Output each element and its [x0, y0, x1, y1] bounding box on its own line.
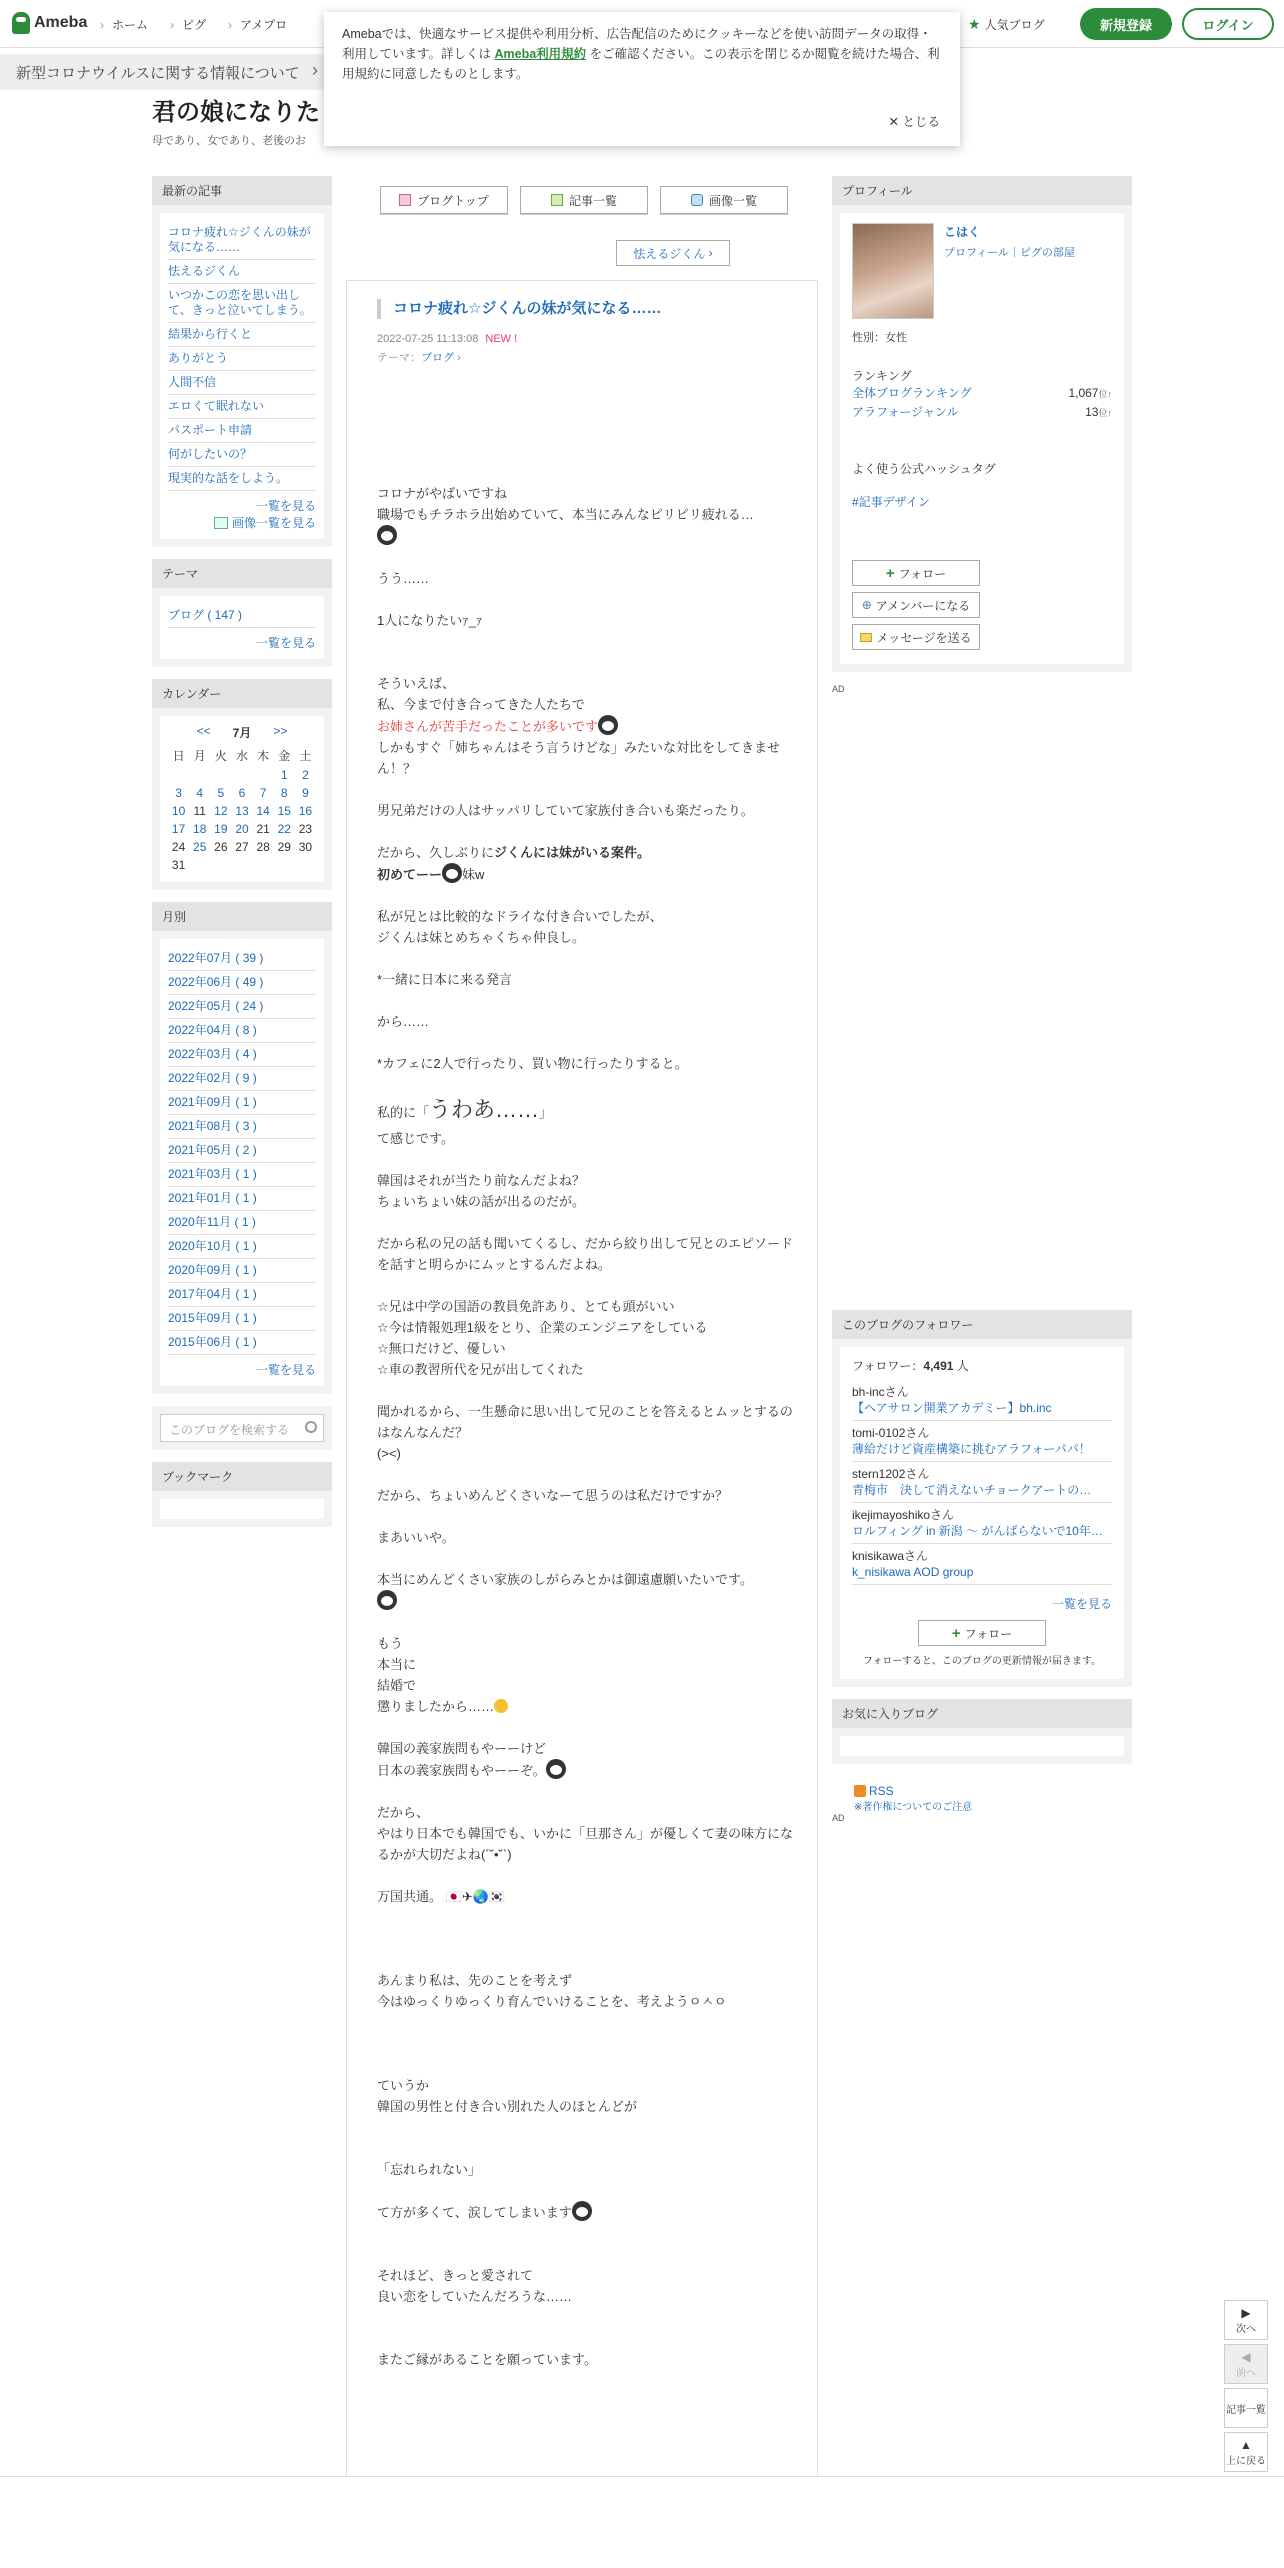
calendar-day[interactable]: 4 — [196, 786, 204, 800]
amember-label: アメンバーになる — [875, 598, 971, 613]
theme-nav-button[interactable] — [616, 240, 730, 266]
ameba-logo-icon — [12, 12, 30, 34]
profile-links[interactable]: プロフィール｜ピグの部屋 — [944, 247, 1075, 259]
recent-posts-box — [152, 176, 332, 547]
weekday-label: 水 — [235, 749, 248, 763]
popular-label: 人気ブログ — [984, 18, 1045, 32]
monthly-archive-link[interactable]: 2022年06月 ( 49 ) — [168, 975, 264, 989]
recent-post-item — [168, 467, 316, 491]
prev-label: 前へ — [1236, 2367, 1256, 2379]
entry-list-label: 記事一覧 — [568, 193, 617, 208]
recent-post-item — [168, 323, 316, 347]
body-line — [377, 525, 797, 547]
calendar-prev[interactable]: << — [196, 724, 211, 738]
bookmark-box — [152, 1462, 332, 1527]
calendar-day[interactable]: 7 — [259, 786, 267, 800]
recent-post-item — [168, 443, 316, 467]
monthly-archive-link[interactable]: 2022年02月 ( 9 ) — [168, 1071, 257, 1085]
calendar-box — [152, 679, 332, 890]
recent-post-item — [168, 284, 316, 323]
monthly-archive-item — [168, 1259, 316, 1283]
recent-post-item — [168, 347, 316, 371]
face-emoji-icon — [546, 1759, 566, 1779]
nav-pigg[interactable]: › ピグ — [170, 16, 206, 33]
calendar-day[interactable]: 2 — [302, 768, 309, 782]
hashtag-heading: よく使う公式ハッシュタグ — [852, 462, 996, 476]
signup-button[interactable]: 新規登録 — [1080, 8, 1172, 40]
monthly-archive-item — [168, 1331, 316, 1355]
right-sidebar — [832, 176, 1132, 694]
floating-nav — [1224, 2300, 1268, 2476]
recent-post-link[interactable]: パスポート申請 — [168, 423, 253, 437]
ameba-logo[interactable] — [12, 12, 87, 34]
body-line: 懲りましたから…… — [377, 1696, 797, 1717]
entry-list-float-button[interactable] — [1224, 2388, 1268, 2428]
body-line: *一緒に日本に来る発言 — [377, 972, 513, 987]
nav-amepro[interactable]: › アメプロ — [228, 16, 287, 33]
monthly-heading: 月別 — [152, 902, 332, 931]
monthly-archive-item — [168, 971, 316, 995]
crying-emoji-icon — [494, 1699, 508, 1713]
copyright-note-link[interactable]: ※著作権についてのご注意 — [854, 1802, 973, 1813]
body-line: やはり日本でも韓国でも、いかに「旦那さん」が優しくて妻の味方になるかが大切だよね(´˘•˘`) — [377, 1826, 794, 1862]
follower-blog-link[interactable]: ロルフィング in 新潟 ～ がんばらないで10年… — [852, 1524, 1103, 1538]
theme-link[interactable]: ブログ — [421, 352, 454, 364]
calendar-day: 21 — [256, 822, 270, 836]
monthly-archive-item — [168, 1235, 316, 1259]
recent-post-link[interactable]: 怯えるジくん — [168, 264, 241, 278]
recent-post-item — [168, 419, 316, 443]
bookmark-heading: ブックマーク — [152, 1462, 332, 1491]
blog-top-button[interactable] — [380, 186, 508, 214]
search-placeholder: このブログを検索する — [169, 1423, 290, 1437]
ad-label: AD — [832, 684, 845, 694]
message-label: メッセージを送る — [876, 630, 972, 645]
body-line: 聞かれるから、一生懸命に思い出して兄のことを答えるとムッとするのはなんなんだ？ — [377, 1404, 793, 1440]
arrow-up-icon: ▲ — [1240, 2437, 1252, 2452]
recent-post-link[interactable]: 結果から行くと — [168, 327, 253, 341]
theme-item-blog[interactable]: ブログ ( 147 ) — [168, 608, 243, 622]
follow-label: フォロー — [964, 1626, 1013, 1641]
followers-list — [852, 1380, 1112, 1585]
body-line: ☆無口だけど、優しい — [377, 1341, 506, 1356]
rank-up-icon: ↑ — [1107, 389, 1112, 399]
footer-divider — [0, 2476, 1284, 2477]
follower-user[interactable]: bh-incさん — [852, 1385, 909, 1399]
body-line: コロナがやばいですね — [377, 486, 508, 501]
monthly-archive-link[interactable]: 2021年03月 ( 1 ) — [168, 1167, 257, 1181]
recent-posts-heading: 最新の記事 — [152, 176, 332, 205]
monthly-archive-item — [168, 1163, 316, 1187]
body-line: それほど、きっと愛されて — [377, 2268, 534, 2283]
monthly-archive-link[interactable]: 2022年03月 ( 4 ) — [168, 1047, 257, 1061]
blog-description: 母であり、女であり、老後のお — [152, 135, 306, 147]
calendar-month: 7月 — [232, 726, 252, 740]
plus-icon: + — [885, 564, 895, 582]
article-title[interactable]: コロナ疲れ☆ジくんの妹が気になる…… — [377, 299, 817, 319]
follower-user[interactable]: tomi-0102さん — [852, 1426, 930, 1440]
calendar-day[interactable]: 8 — [280, 786, 288, 800]
login-button[interactable]: ログイン — [1182, 8, 1274, 40]
theme-heading: テーマ — [152, 559, 332, 588]
header-nav — [100, 16, 287, 33]
amember-button[interactable] — [852, 592, 980, 618]
calendar-day: 24 — [171, 840, 186, 854]
weekday-label: 土 — [299, 749, 312, 763]
calendar-day[interactable]: 13 — [235, 804, 249, 818]
body-line: から…… — [377, 1014, 430, 1029]
monthly-more-link[interactable]: 一覧を見る — [255, 1363, 316, 1377]
profile-avatar[interactable] — [852, 223, 934, 319]
body-line: 職場でもチラホラ出始めていて、本当にみんなピリピリ疲れる… — [377, 507, 754, 522]
monthly-archive-item — [168, 1307, 316, 1331]
rss-link[interactable] — [854, 1784, 1132, 1798]
hashtag-link[interactable]: #記事デザイン — [852, 495, 930, 509]
blog-top-buttons — [380, 186, 788, 214]
blog-top-label: ブログトップ — [417, 193, 489, 208]
article-theme: テーマ：ブログ › — [377, 352, 461, 364]
monthly-archive-item — [168, 1067, 316, 1091]
search-icon[interactable] — [305, 1421, 317, 1433]
body-line: うう…… — [377, 571, 430, 586]
follower-blog-link[interactable]: 【ヘアサロン開業アカデミー】bh.inc — [852, 1401, 1052, 1415]
monthly-archive-link[interactable]: 2022年07月 ( 39 ) — [168, 951, 264, 965]
image-list-button[interactable] — [660, 186, 788, 214]
popular-blogs-link[interactable] — [968, 16, 1045, 33]
calendar-day: 30 — [298, 840, 313, 854]
cookie-close-button[interactable] — [889, 112, 940, 132]
profile-heading: プロフィール — [832, 176, 1132, 205]
follow-note: フォローすると、このブログの更新情報が届きます。 — [862, 1656, 1102, 1667]
follower-item — [852, 1503, 1112, 1544]
body-line: 私、今まで付き合ってきた人たちで — [377, 697, 585, 712]
close-icon: ✕ — [888, 115, 903, 129]
body-line: だから、久しぶりにジくんには妹がいる案件。 — [377, 845, 651, 860]
monthly-archive-link[interactable]: 2020年11月 ( 1 ) — [168, 1215, 256, 1229]
cookie-text-after: をご確認ください。この表示を閉じるか閲覧を続けた場合、利用規約に同意したものとします。 — [342, 47, 940, 81]
ranking-heading: ランキング — [852, 369, 912, 383]
top-label: 上に戻る — [1226, 2455, 1266, 2467]
ranking-genre-value: 13 — [1085, 405, 1099, 419]
followers-count: フォロワー：4,491 人 — [852, 1359, 969, 1373]
body-line: ☆車の教習所代を兄が出してくれた — [377, 1362, 584, 1377]
recent-post-link[interactable]: 現実的な話をしよう。 — [168, 471, 289, 485]
blog-title[interactable]: 君の娘になりた — [152, 98, 320, 126]
body-line: ジくんは妹とめちゃくちゃ仲良し。 — [377, 930, 586, 945]
calendar-day: 23 — [298, 822, 313, 836]
image-list-label: 画像一覧 — [708, 193, 757, 208]
chevron-right-icon: › — [708, 246, 713, 260]
red-text: お姉さんが苦手だったことが多いです — [377, 719, 599, 734]
face-emoji-icon — [442, 863, 462, 883]
ranking-genre-link[interactable]: アラフォージャンル — [852, 405, 959, 419]
calendar-day[interactable]: 15 — [277, 804, 291, 818]
follower-item — [852, 1544, 1112, 1585]
body-line: だから、 — [377, 1805, 430, 1820]
recent-post-link[interactable]: ありがとう — [168, 351, 229, 365]
calendar-heading: カレンダー — [152, 679, 332, 708]
terms-link[interactable]: Ameba利用規約 — [494, 47, 587, 61]
rank-up-icon: ↑ — [1107, 408, 1112, 418]
face-emoji-icon — [572, 2201, 592, 2221]
face-emoji-icon — [377, 525, 397, 545]
body-line: だから私の兄の話も聞いてくるし、だから絞り出して兄とのエピソードを話すと明らかにムッとするんだよね。 — [377, 1236, 794, 1272]
rss-icon — [854, 1785, 866, 1797]
entry-list-button[interactable] — [520, 186, 648, 214]
image-list-link[interactable]: 画像一覧を見る — [231, 516, 316, 530]
covid-info-banner[interactable]: 新型コロナウイルスに関する情報について › — [0, 54, 330, 90]
rank-unit: 位 — [1098, 408, 1108, 418]
calendar-day[interactable]: 1 — [280, 768, 288, 782]
calendar-day[interactable]: 16 — [298, 804, 313, 818]
nav-home[interactable]: › ホーム — [100, 16, 148, 33]
body-line: 韓国はそれが当たり前なんだよね？ — [377, 1173, 586, 1188]
follow-label: フォロー — [898, 566, 947, 581]
calendar-day: 28 — [256, 840, 270, 854]
calendar-day[interactable]: 17 — [171, 822, 186, 836]
calendar-day[interactable]: 19 — [214, 822, 228, 836]
body-line: ていうか — [377, 2078, 430, 2093]
body-line: ☆今は情報処理1級をとり、企業のエンジニアをしている — [377, 1320, 708, 1335]
weekday-label: 木 — [257, 749, 270, 763]
body-line: 日本の義家族問もやーーぞ。 — [377, 1759, 797, 1781]
body-line: またご縁があることを願っています。 — [377, 2352, 597, 2367]
ad-label-2: AD — [832, 1813, 845, 1823]
ranking-overall-link[interactable]: 全体ブログランキング — [852, 386, 972, 400]
body-line: 本当にめんどくさい家族のしがらみとかは御遠慮願いたいです。 — [377, 1572, 753, 1587]
calendar-day[interactable]: 18 — [193, 822, 207, 836]
theme-nav-label: 怯えるジくん — [633, 246, 706, 261]
calendar-day[interactable]: 5 — [217, 786, 225, 800]
body-line: まあいいや。 — [377, 1530, 455, 1545]
profile-box — [832, 176, 1132, 672]
body-line: だから、ちょいめんどくさいなーて思うのは私だけですか？ — [377, 1488, 729, 1503]
ranking-overall-value: 1,067 — [1068, 386, 1099, 400]
favorites-heading: お気に入りブログ — [832, 1699, 1132, 1728]
body-line: 男兄弟だけの人はサッパリしていて家族付き合いも楽だったり。 — [377, 803, 754, 818]
monthly-archive-link[interactable]: 2021年09月 ( 1 ) — [168, 1095, 257, 1109]
body-line: ちょいちょい妹の話が出るのだが。 — [377, 1194, 586, 1209]
monthly-archive-item — [168, 995, 316, 1019]
new-badge: NEW ! — [485, 333, 518, 345]
calendar-day: 31 — [171, 858, 186, 872]
cookie-text-before: Amebaでは、快適なサービス提供や利用分析、広告配信のためにクッキーなどを使い訪問データの取得・利用しています。詳しくは — [342, 27, 932, 61]
weekday-label: 日 — [172, 749, 185, 763]
body-line: もう — [377, 1636, 404, 1651]
profile-gender: 性別：女性 — [852, 332, 907, 344]
followers-more-link[interactable]: 一覧を見る — [1051, 1597, 1112, 1611]
monthly-archive-link[interactable]: 2017年04月 ( 1 ) — [168, 1287, 257, 1301]
follower-blog-link[interactable]: 薄給だけど資産構築に挑むアラフォーパパ！ — [852, 1442, 1091, 1456]
calendar-next[interactable]: >> — [273, 724, 288, 738]
calendar-day[interactable]: 6 — [238, 786, 246, 800]
weekday-label: 月 — [193, 749, 206, 763]
recent-post-item — [168, 260, 316, 284]
calendar-day[interactable]: 22 — [277, 822, 291, 836]
monthly-archive-link[interactable]: 2020年09月 ( 1 ) — [168, 1263, 257, 1277]
follower-blog-link[interactable]: k_nisikawa AOD group — [852, 1565, 974, 1579]
calendar-day[interactable]: 9 — [302, 786, 309, 800]
left-sidebar — [152, 176, 332, 1539]
message-button[interactable] — [852, 624, 980, 650]
back-icon: ◀ — [1241, 2349, 1251, 2364]
monthly-archive-item — [168, 947, 316, 971]
body-line: しかもすぐ「姉ちゃんはそう言うけどな」みたいな対比をしてきません！？ — [377, 740, 781, 776]
body-line: 結婚で — [377, 1678, 417, 1693]
logo-text: Ameba — [34, 14, 88, 31]
recent-post-item — [168, 221, 316, 260]
body-line: 「忘れられない」 — [377, 2162, 482, 2177]
follow-button[interactable] — [852, 560, 980, 586]
body-line: そういえば、 — [377, 676, 456, 691]
body-line: て方が多くて、涙してしまいます — [377, 2201, 797, 2223]
calendar-day: 26 — [214, 840, 228, 854]
follower-item — [852, 1421, 1112, 1462]
calendar-day[interactable]: 20 — [235, 822, 249, 836]
blog-search-input[interactable] — [160, 1414, 324, 1442]
star-icon: ★ — [968, 16, 981, 32]
recent-post-link[interactable]: 人間不信 — [168, 375, 217, 389]
follower-user[interactable]: ikejimayoshikoさん — [852, 1508, 955, 1522]
envelope-icon — [860, 633, 872, 642]
body-line: 本当に — [377, 1657, 417, 1672]
body-line: 私が兄とは比較的なドライな付き合いでしたが、 — [377, 909, 663, 924]
follower-blog-link[interactable]: 青梅市 決して消えないチョークアートの… — [852, 1483, 1092, 1497]
home-icon — [399, 194, 411, 206]
follower-user[interactable]: stern1202さん — [852, 1467, 930, 1481]
monthly-archive-link[interactable]: 2015年06月 ( 1 ) — [168, 1335, 257, 1349]
body-line: 韓国の男性と付き合い別れた人のほとんどが — [377, 2099, 638, 2114]
image-list-icon — [214, 517, 228, 529]
monthly-archive-item — [168, 1211, 316, 1235]
face-emoji-icon — [598, 715, 618, 735]
body-line: 今はゆっくりゆっくり育んでいけることを、考えようㅇㅅㅇ — [377, 1994, 727, 2009]
article — [346, 280, 818, 2476]
ranking-genre — [852, 403, 1112, 422]
rank-unit: 位 — [1098, 389, 1108, 399]
weekday-label: 火 — [214, 749, 227, 763]
monthly-archive-list — [168, 947, 316, 1355]
monthly-archive-item — [168, 1283, 316, 1307]
follow-button-2[interactable] — [918, 1620, 1046, 1646]
weekday-label: 金 — [278, 749, 291, 763]
monthly-archive-link[interactable]: 2021年08月 ( 3 ) — [168, 1119, 257, 1133]
calendar-table — [168, 745, 316, 874]
body-line: 万国共通。 🇯🇵✈🌏🇰🇷 — [377, 1889, 506, 1904]
recent-post-link[interactable]: 何がしたいの？ — [168, 447, 253, 461]
profile-name[interactable]: こはく — [944, 225, 981, 239]
recent-post-item — [168, 371, 316, 395]
follower-item — [852, 1380, 1112, 1421]
camera-icon — [691, 194, 703, 206]
calendar-day: 11 — [193, 804, 206, 818]
ranking-overall — [852, 384, 1112, 403]
back-to-top-button[interactable] — [1224, 2432, 1268, 2472]
monthly-archive-item — [168, 1091, 316, 1115]
prev-entry-button[interactable] — [1224, 2344, 1268, 2384]
body-line: (><) — [377, 1446, 401, 1461]
calendar-day[interactable]: 10 — [171, 804, 186, 818]
body-line: 韓国の義家族問もやーーけど — [377, 1741, 547, 1756]
recent-more-link[interactable]: 一覧を見る — [255, 499, 316, 513]
monthly-archive-link[interactable]: 2022年05月 ( 24 ) — [168, 999, 264, 1013]
body-line: ☆兄は中学の国語の教員免許あり、とても頭がいい — [377, 1299, 675, 1314]
favorites-box — [832, 1699, 1132, 1764]
recent-post-link[interactable]: エロくて眠れない — [168, 399, 265, 413]
recent-post-link[interactable]: いつかこの恋を思い出して、きっと泣いてしまう。 — [168, 288, 312, 317]
face-emoji-icon — [377, 1590, 397, 1610]
body-line — [377, 715, 797, 737]
rss-label: RSS — [869, 1784, 894, 1798]
blog-search-box — [152, 1406, 332, 1450]
monthly-archive-item — [168, 1019, 316, 1043]
calendar-day[interactable]: 25 — [193, 840, 207, 854]
theme-box — [152, 559, 332, 667]
list-icon — [551, 194, 563, 206]
article-body — [377, 441, 797, 2370]
monthly-archive-link[interactable]: 2021年05月 ( 2 ) — [168, 1143, 257, 1157]
calendar-day[interactable]: 3 — [175, 786, 182, 800]
monthly-archive-item — [168, 1043, 316, 1067]
calendar-day[interactable]: 12 — [214, 804, 228, 818]
body-line: 良い恋をしていたんだろうな…… — [377, 2289, 573, 2304]
monthly-archive-link[interactable]: 2021年01月 ( 1 ) — [168, 1191, 257, 1205]
body-line: *カフェに2人で行ったり、買い物に行ったりすると。 — [377, 1056, 688, 1071]
followers-heading: このブログのフォロワー — [832, 1310, 1132, 1339]
article-meta — [377, 333, 817, 345]
recent-posts-list — [168, 221, 316, 491]
recent-post-link[interactable]: コロナ疲れ☆ジくんの妹が気になる…… — [168, 225, 311, 254]
next-entry-button[interactable] — [1224, 2300, 1268, 2340]
calendar-day: 29 — [277, 840, 291, 854]
cookie-notice — [324, 12, 960, 146]
article-date: 2022-07-25 11:13:08 — [377, 333, 479, 345]
calendar-day: 27 — [235, 840, 249, 854]
monthly-box — [152, 902, 332, 1394]
body-line: て感じです。 — [377, 1131, 454, 1146]
body-line: あんまり私は、先のことを考えず — [377, 1973, 573, 1988]
amember-icon: ⊕ — [861, 598, 872, 612]
body-line: 私的に「うわあ……」 — [377, 1097, 553, 1122]
theme-more-link[interactable]: 一覧を見る — [255, 636, 316, 650]
play-icon: ▶ — [1241, 2305, 1251, 2320]
recent-post-item — [168, 395, 316, 419]
flags-emoji-icon: 🇯🇵✈🌏🇰🇷 — [445, 1889, 506, 1904]
followers-box — [832, 1310, 1132, 1687]
monthly-archive-item — [168, 1187, 316, 1211]
monthly-archive-item — [168, 1139, 316, 1163]
monthly-archive-link[interactable]: 2022年04月 ( 8 ) — [168, 1023, 257, 1037]
follower-item — [852, 1462, 1112, 1503]
monthly-archive-link[interactable]: 2015年09月 ( 1 ) — [168, 1311, 257, 1325]
next-label: 次へ — [1236, 2323, 1256, 2335]
monthly-archive-link[interactable]: 2020年10月 ( 1 ) — [168, 1239, 257, 1253]
follower-user[interactable]: knisikawaさん — [852, 1549, 929, 1563]
body-line: 初めてーー 妹w — [377, 863, 797, 885]
body-line: 1人になりたいｧ_ｧ — [377, 613, 483, 628]
theme-label: テーマ： — [377, 352, 421, 364]
list-label: 記事一覧 — [1226, 2404, 1266, 2416]
close-label: とじる — [902, 115, 940, 129]
calendar-day[interactable]: 14 — [256, 804, 270, 818]
monthly-archive-item — [168, 1115, 316, 1139]
plus-icon: + — [951, 1624, 961, 1642]
followers-section — [832, 1310, 1132, 1823]
body-line — [377, 1590, 797, 1612]
